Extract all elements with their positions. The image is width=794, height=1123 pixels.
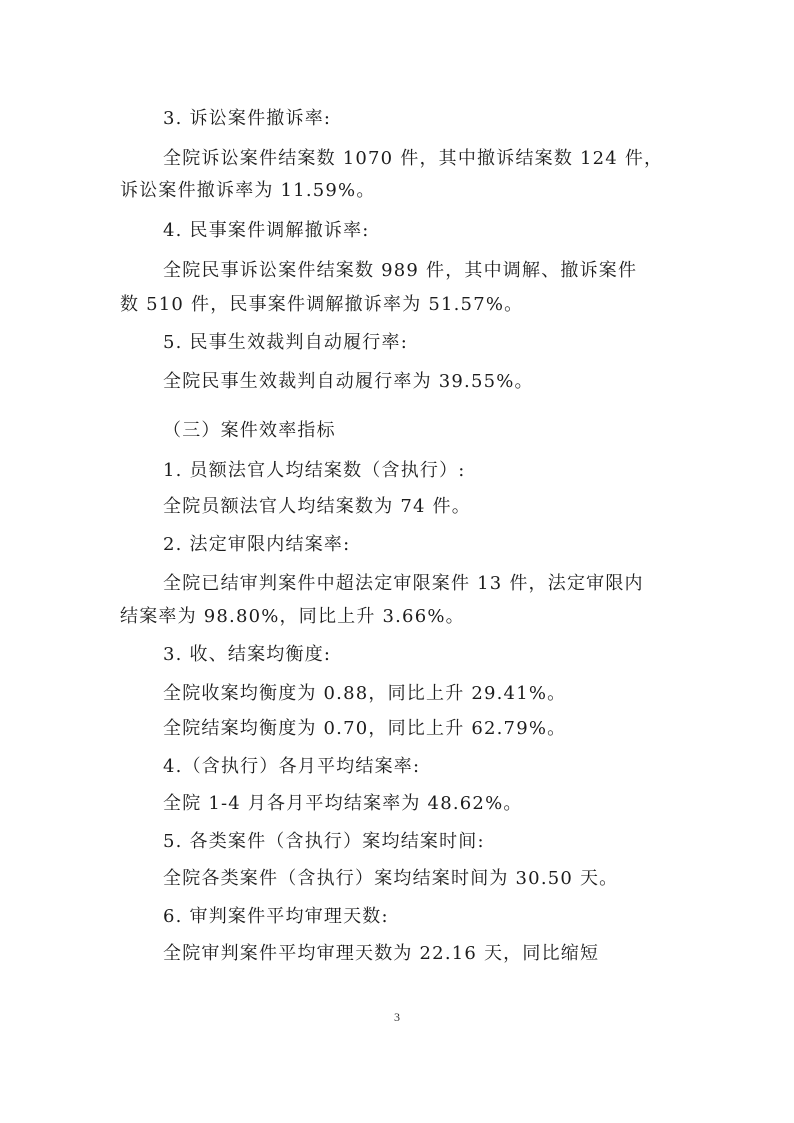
paragraph-line: 全院民事诉讼案件结案数 989 件，其中调解、撤诉案件 [163, 260, 638, 281]
section-heading-judge-average-cases: 1. 员额法官人均结案数（含执行）: [163, 460, 466, 481]
page-number: 3 [394, 1010, 400, 1024]
paragraph-line: 全院各类案件（含执行）案均结案时间为 30.50 天。 [163, 868, 619, 889]
paragraph-line: 诉讼案件撤诉率为 11.59%。 [120, 180, 376, 201]
section-heading-litigation-withdrawal-rate: 3. 诉讼案件撤诉率: [163, 108, 332, 129]
section-heading-civil-mediation-withdrawal-rate: 4. 民事案件调解撤诉率: [163, 220, 370, 241]
section-heading-average-trial-days: 6. 审判案件平均审理天数: [163, 906, 389, 927]
paragraph-line: 全院结案均衡度为 0.70，同比上升 62.79%。 [163, 718, 567, 739]
section-heading-average-closing-time: 5. 各类案件（含执行）案均结案时间: [163, 831, 485, 852]
paragraph-line: 全院 1-4 月各月平均结案率为 48.62%。 [163, 793, 523, 814]
paragraph-line: 全院诉讼案件结案数 1070 件，其中撤诉结案数 124 件， [163, 148, 664, 169]
paragraph-line: 全院已结审判案件中超法定审限案件 13 件，法定审限内 [163, 573, 644, 594]
section-heading-statutory-limit-rate: 2. 法定审限内结案率: [163, 534, 351, 555]
section-heading-monthly-average-rate: 4.（含执行）各月平均结案率: [163, 756, 421, 777]
paragraph-line: 数 510 件，民事案件调解撤诉率为 51.57%。 [120, 294, 524, 315]
section-heading-balance-degree: 3. 收、结案均衡度: [163, 644, 332, 665]
paragraph-line: 全院收案均衡度为 0.88，同比上升 29.41%。 [163, 683, 567, 704]
paragraph-line: 全院员额法官人均结案数为 74 件。 [163, 496, 471, 517]
paragraph-line: 全院民事生效裁判自动履行率为 39.55%。 [163, 371, 534, 392]
subsection-heading-efficiency-indicators: （三）案件效率指标 [163, 420, 336, 441]
section-heading-auto-performance-rate: 5. 民事生效裁判自动履行率: [163, 332, 408, 353]
paragraph-line: 全院审判案件平均审理天数为 22.16 天，同比缩短 [163, 943, 600, 964]
paragraph-line: 结案率为 98.80%，同比上升 3.66%。 [120, 606, 465, 627]
